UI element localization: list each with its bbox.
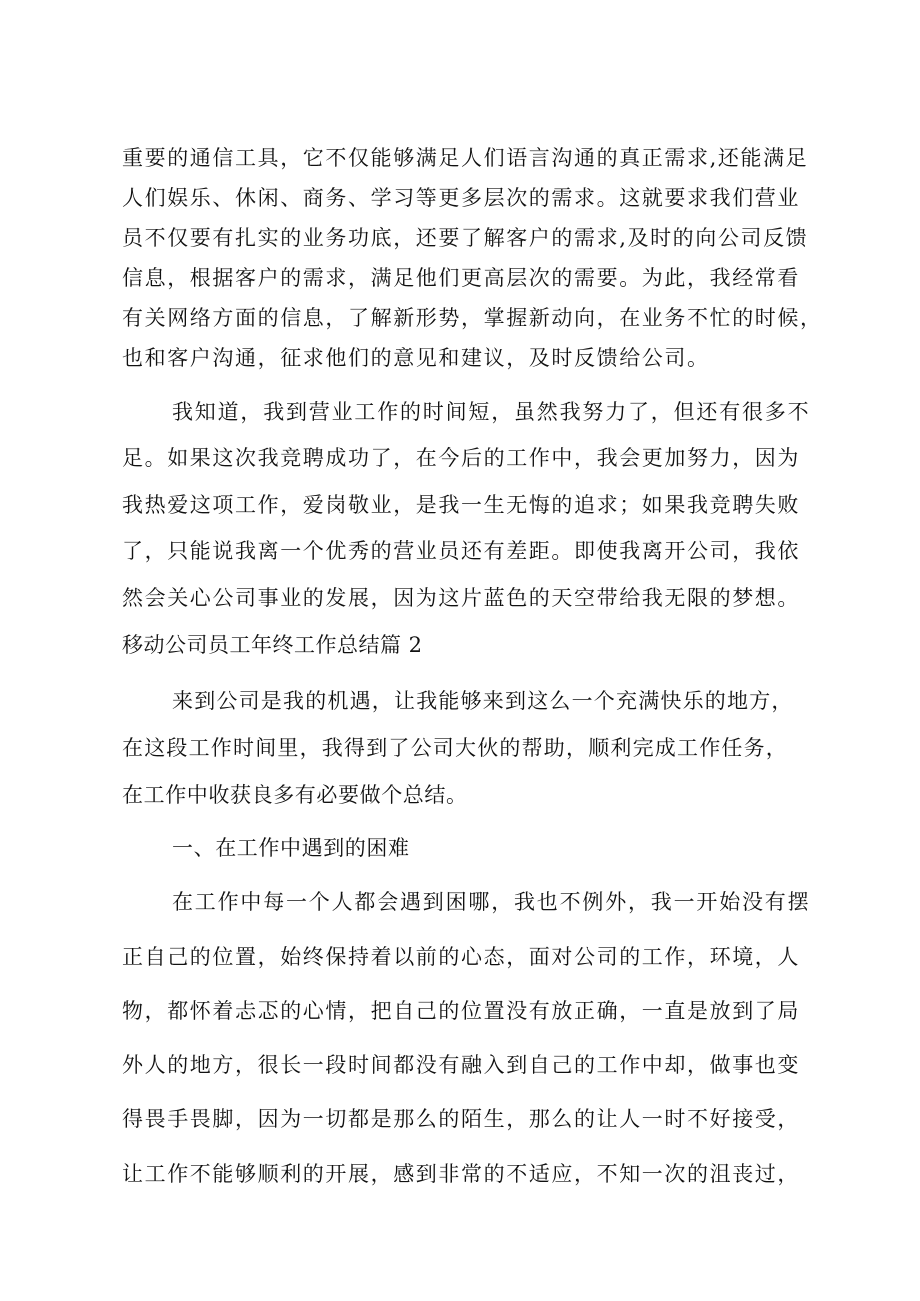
text-line: 足。如果这次我竞聘成功了，在今后的工作中，我会更加努力，因为: [122, 446, 800, 470]
text-line: 信息，根据客户的需求，满足他们更高层次的需要。为此，我经常看: [122, 266, 800, 290]
text-line: 让工作不能够顺利的开展，感到非常的不适应，不知一次的沮丧过，: [122, 1162, 800, 1186]
paragraph-first-line: 在工作中每一个人都会遇到困哪，我也不例外，我一开始没有摆: [172, 890, 811, 914]
text-line: 人们娱乐、休闲、商务、学习等更多层次的需求。这就要求我们营业: [122, 186, 800, 210]
text-line: 正自己的位置，始终保持着以前的心态，面对公司的工作，环境，人: [122, 945, 800, 969]
paragraph-first-line: 我知道，我到营业工作的时间短，虽然我努力了，但还有很多不: [172, 400, 811, 424]
text-line: 我热爱这项工作，爱岗敬业，是我一生无悔的追求；如果我竞聘失败: [122, 493, 800, 517]
text-line: 有关网络方面的信息，了解新形势，掌握新动向，在业务不忙的时候，: [122, 306, 823, 330]
text-line: 然会关心公司事业的发展，因为这片蓝色的天空带给我无限的梦想。: [122, 586, 800, 610]
section-heading: 移动公司员工年终工作总结篇 2: [122, 633, 423, 657]
text-line: 也和客户沟通，征求他们的意见和建议，及时反馈给公司。: [122, 346, 710, 370]
text-line: 外人的地方，很长一段时间都没有融入到自己的工作中却，做事也变: [122, 1053, 800, 1077]
text-line: 了，只能说我离一个优秀的营业员还有差距。即使我离开公司，我依: [122, 539, 800, 563]
paragraph-first-line: 来到公司是我的机遇，让我能够来到这么一个充满快乐的地方，: [172, 689, 794, 713]
text-line: 员不仅要有扎实的业务功底，还要了解客户的需求,及时的向公司反馈: [122, 226, 809, 250]
text-line: 重要的通信工具，它不仅能够满足人们语言沟通的真正需求,还能满足: [122, 146, 809, 170]
subsection-heading: 一、在工作中遇到的困难: [172, 836, 410, 860]
text-line: 得畏手畏脚，因为一切都是那么的陌生，那么的让人一时不好接受，: [122, 1107, 800, 1131]
text-line: 在工作中收获良多有必要做个总结。: [122, 783, 468, 807]
text-line: 在这段工作时间里，我得到了公司大伙的帮助，顺利完成工作任务，: [122, 736, 788, 760]
text-line: 物，都怀着忐忑的心情，把自己的位置没有放正确，一直是放到了局: [122, 999, 800, 1023]
